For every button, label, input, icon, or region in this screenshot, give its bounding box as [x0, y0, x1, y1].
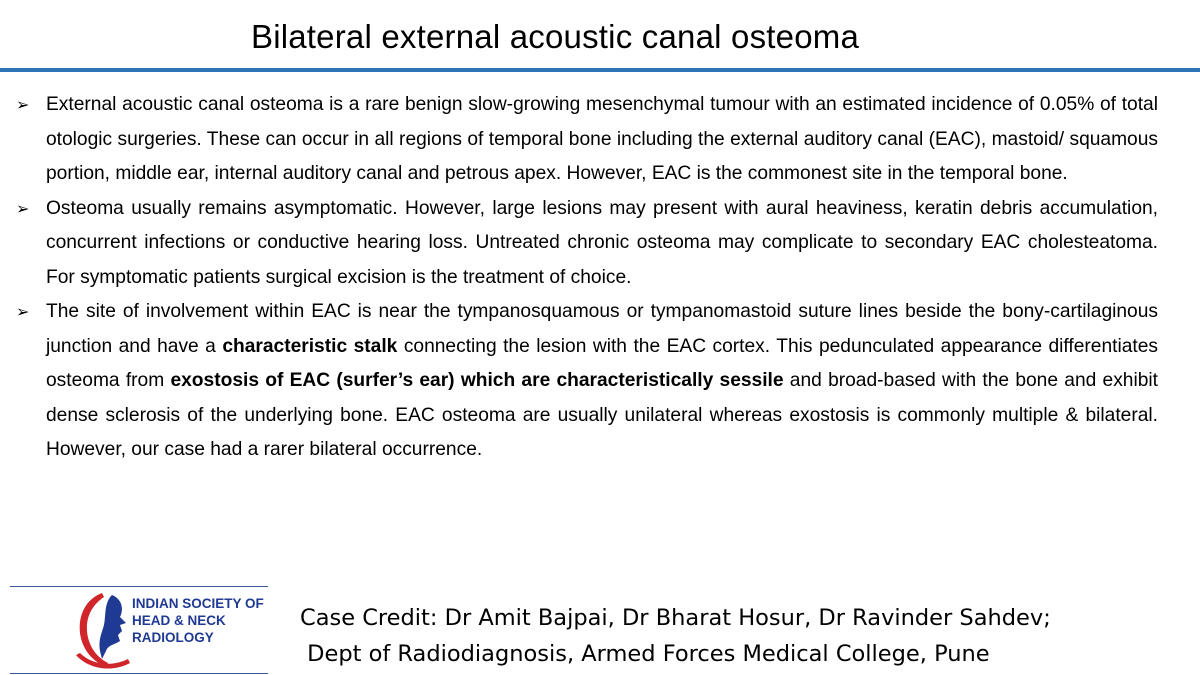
bullet-3-text-part1: The site of involvement within EAC is near the tympanosquamous or tympanomastoid suture lines beside the bony-cartilaginous junction and have a: [46, 301, 1158, 357]
bullet-list: [14, 88, 1158, 468]
bullet-3-text-part3: and broad-based with the bone and exhibit dense sclerosis of the underlying bone. EAC osteoma are usually unilateral whereas exostosis is commonly multiple & bilateral. However, our case had a rarer bilateral occurrence.: [46, 370, 1158, 460]
case-credit-department: Dept of Radiodiagnosis, Armed Forces Medical College, Pune: [300, 641, 990, 667]
title-underline: [0, 68, 1200, 72]
society-name-line1: INDIAN SOCIETY OF: [132, 596, 264, 611]
head-profile-logo-icon: [72, 589, 138, 671]
society-name: [132, 595, 264, 646]
bullet-3-emphasis-exostosis: exostosis of EAC (surfer’s ear) which are characteristically sessile: [170, 370, 784, 391]
bullet-2: [14, 192, 1158, 296]
bullet-1-text: External acoustic canal osteoma is a rare benign slow-growing mesenchymal tumour with an estimated incidence of 0.05% of total otologic surgeries. These can occur in all regions of temporal bone including the external auditory canal (EAC), mastoid/ squamous portion, middle ear, internal auditory canal and petrous apex. However, EAC is the commonest site in the temporal bone.: [46, 94, 1158, 184]
arrow-bullet-icon: ➢: [16, 302, 30, 321]
bullet-2-text: Osteoma usually remains asymptomatic. However, large lesions may present with aural heaviness, keratin debris accumulation, concurrent infections or conductive hearing loss. Untreated chronic osteoma may complicate to secondary EAC cholesteatoma. For symptomatic patients surgical excision is the treatment of choice.: [46, 197, 1158, 288]
arrow-bullet-icon: ➢: [16, 198, 30, 218]
bullet-1: [14, 88, 1158, 192]
society-name-line2: HEAD & NECK: [132, 613, 226, 628]
bullet-3: [14, 295, 1158, 468]
bullet-3-text-part2: connecting the lesion with the EAC cortex. This pedunculated appearance differentiates osteoma from: [46, 335, 1159, 391]
bullet-3-emphasis-stalk: characteristic stalk: [222, 335, 398, 357]
society-name-line3: RADIOLOGY: [132, 630, 214, 645]
case-credit-authors: Case Credit: Dr Amit Bajpai, Dr Bharat Hosur, Dr Ravinder Sahdev;: [300, 605, 1051, 631]
case-credit: [300, 600, 1051, 672]
arrow-bullet-icon: ➢: [16, 95, 30, 114]
slide-title: Bilateral external acoustic canal osteoma: [250, 18, 860, 55]
society-logo: [10, 586, 268, 674]
